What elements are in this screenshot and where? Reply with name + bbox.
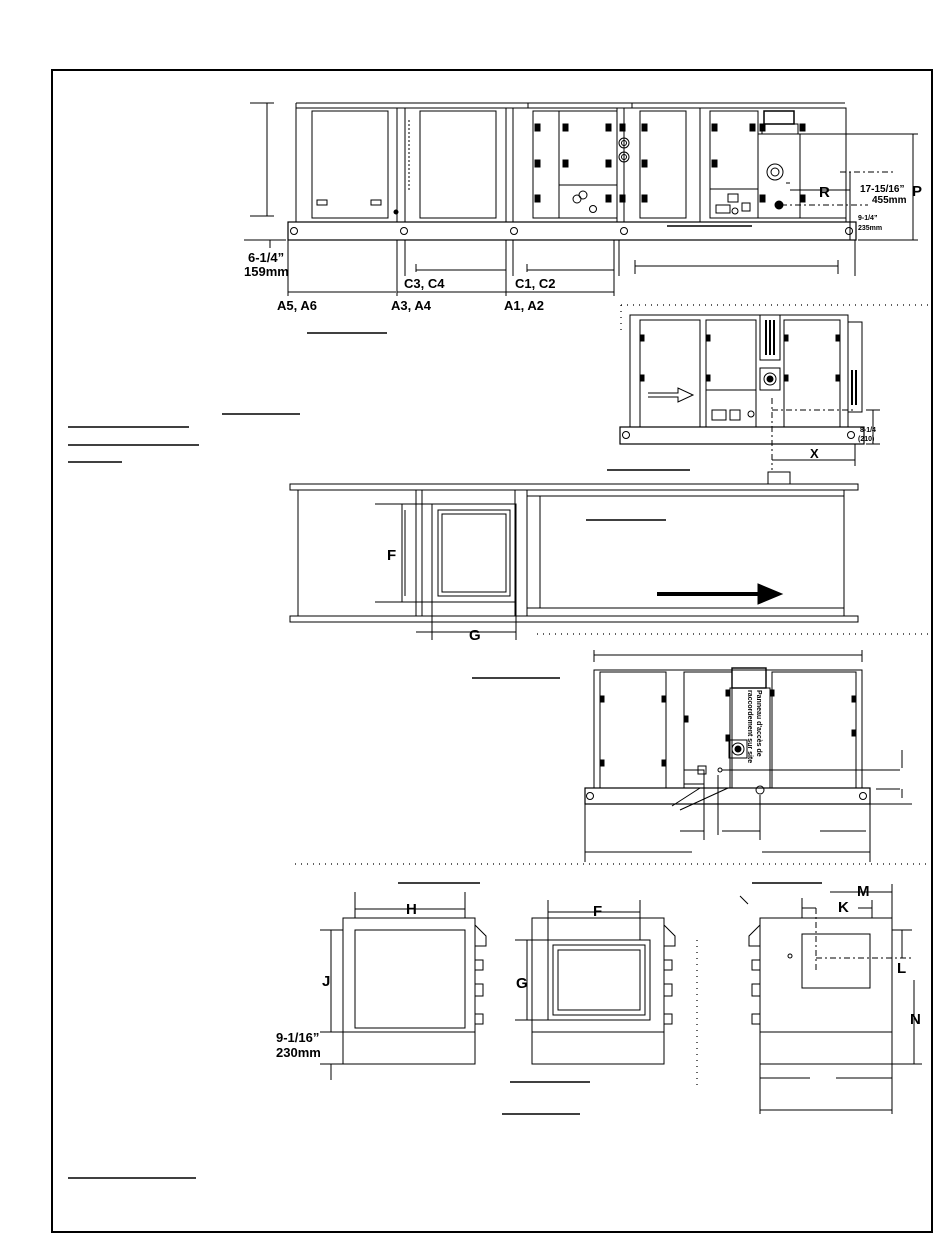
label-f-end: F — [593, 903, 603, 920]
label-n: N — [910, 1011, 921, 1028]
label-c1-c2: C1, C2 — [515, 276, 556, 291]
label-m: M — [857, 883, 870, 900]
dim-455mm: 455mm — [872, 195, 907, 206]
label-r: R — [819, 184, 830, 201]
sheet-border — [52, 70, 932, 1232]
dim-6-1-4-in: 6-1/4” — [248, 250, 285, 265]
dim-210: (210) — [858, 436, 875, 443]
label-j: J — [322, 973, 331, 990]
plan-view — [290, 472, 858, 622]
label-l: L — [897, 960, 907, 977]
connection-end-view — [749, 918, 892, 1064]
label-h: H — [406, 901, 417, 918]
label-k: K — [838, 899, 849, 916]
label-a3-a4: A3, A4 — [391, 298, 431, 313]
return-end-view — [343, 918, 486, 1064]
label-g-plan: G — [469, 627, 481, 644]
label-a1-a2: A1, A2 — [504, 298, 544, 313]
supply-end-view — [532, 918, 675, 1064]
side-elevation-view — [288, 103, 856, 240]
access-panel-note-line1: Panneau d'accès de — [755, 690, 762, 757]
dim-230mm: 230mm — [276, 1045, 321, 1060]
dim-9-1-4-in: 9-1/4” — [858, 215, 878, 222]
access-panel-note-line2: raccordement sur site — [746, 690, 753, 764]
label-x: X — [810, 446, 819, 461]
dim-8-1-4: 8-1/4 — [860, 427, 876, 434]
end-section-elevation — [620, 315, 864, 444]
label-c3-c4: C3, C4 — [404, 276, 445, 291]
label-a5-a6: A5, A6 — [277, 298, 317, 313]
label-g-end: G — [516, 975, 528, 992]
label-p: P — [912, 183, 923, 200]
dim-235mm: 235mm — [858, 225, 883, 232]
dim-17-15-16-in: 17-15/16” — [860, 184, 905, 195]
dim-9-1-16-in: 9-1/16” — [276, 1030, 320, 1045]
label-f-plan: F — [387, 547, 397, 564]
access-panel-elevation — [585, 650, 870, 804]
dim-159mm: 159mm — [244, 264, 289, 279]
